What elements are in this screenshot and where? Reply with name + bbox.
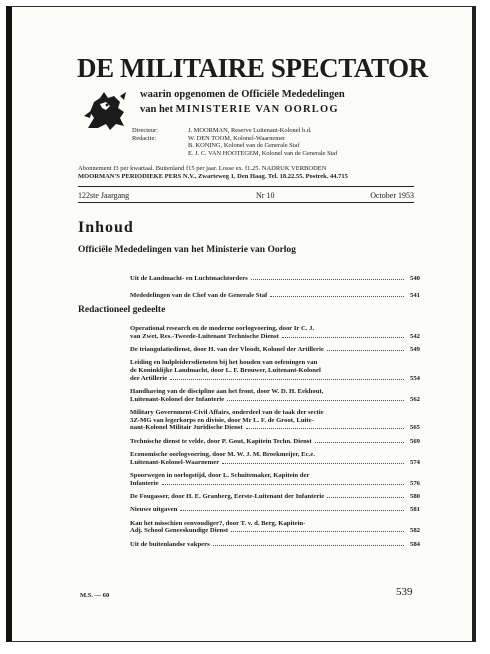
contents-entry xyxy=(130,346,420,354)
contents-entry xyxy=(130,292,420,300)
entry-last-line xyxy=(130,396,420,404)
contents-entry xyxy=(130,451,420,466)
entry-title-line: Spoorwegen in oorlogstijd, door L. Schuitemaker, Kapitein der xyxy=(130,472,310,479)
subtitle-ministry: MINISTERIE VAN OORLOG xyxy=(175,104,339,115)
leader-dots xyxy=(180,510,404,511)
entry-title-line: Luitenant-Kolonel-Waarnemer xyxy=(130,458,220,466)
entry-title-line: Uit de buitenlandse vakpers xyxy=(130,540,210,548)
leader-dots xyxy=(170,379,404,380)
contents-entry xyxy=(130,275,420,283)
leader-dots xyxy=(162,484,404,485)
staff-name: J. MOORMAN, Reserve Luitenant-Kolonel b.d. xyxy=(188,127,312,134)
footer-page-number: 539 xyxy=(396,586,413,598)
divider-top xyxy=(78,186,414,187)
issue-date: October 1953 xyxy=(370,191,414,200)
entry-title-line: nant-Kolonel Militair Juridische Dienst xyxy=(130,424,243,432)
masthead-title: DE MILITAIRE SPECTATOR xyxy=(77,53,428,83)
entry-last-line xyxy=(130,527,420,535)
entry-last-line xyxy=(130,375,420,383)
contents-entry xyxy=(130,388,420,403)
contents-entry xyxy=(130,325,420,340)
entry-page-number: 565 xyxy=(409,424,420,432)
entry-title-line: 3Z-MG van legerkorps en divisie, door Mr L. F. de Groot, Luite- xyxy=(130,416,314,424)
entry-page-number: 581 xyxy=(409,506,420,514)
staff-row xyxy=(132,150,337,158)
subtitle-line-2 xyxy=(140,104,339,115)
entry-title-line: de Koninklijke Landmacht, door L. F. Brouwer, Luitenant-Kolonel xyxy=(130,366,321,374)
contents-entry xyxy=(130,359,420,382)
entry-title-line: van Zwet, Res.-Tweede-Luitenant Technische Dienst xyxy=(130,332,279,340)
entry-title-line: Adj. School Geneeskundige Dienst xyxy=(130,527,229,535)
contents-entry xyxy=(130,472,420,487)
entry-last-line xyxy=(130,346,420,354)
entry-page-number: 562 xyxy=(409,395,420,403)
entry-title-line: Military Government-Civil Affairs, onderdeel van de taak der sectie xyxy=(130,409,324,416)
entry-last-line xyxy=(130,541,420,549)
entry-title-line: Operational research en de moderne oorlogvoering, door Ir C. J. xyxy=(130,325,315,332)
entry-page-number: 554 xyxy=(409,374,420,382)
staff-name: W. DEN TOOM, Kolonel-Waarnemer xyxy=(188,134,286,142)
entry-page-number: 541 xyxy=(409,292,420,299)
contents-section-title: Redactioneel gedeelte xyxy=(78,305,166,315)
entry-last-line xyxy=(130,424,420,432)
lion-crest-icon xyxy=(80,88,130,134)
entry-page-number: 574 xyxy=(409,458,420,466)
staff-role: Directeur: xyxy=(132,127,158,134)
leader-dots xyxy=(315,442,404,443)
subscription-line: Abonnement f3 per kwartaal. Buitenland f15 per jaar. Losse ex. f1.25. NADRUK VERBODEN xyxy=(78,165,327,172)
entry-last-line xyxy=(130,480,420,488)
entry-last-line xyxy=(130,506,420,514)
leader-dots xyxy=(246,428,404,429)
contents-entry xyxy=(130,493,420,501)
staff-role xyxy=(132,150,188,158)
entry-title-line: Mededelingen van de Chef van de Generale Staf xyxy=(130,292,268,299)
entry-last-line xyxy=(130,438,420,446)
staff-role xyxy=(132,142,188,150)
entry-page-number: 580 xyxy=(409,493,420,500)
entry-title-line: Luitenant-Kolonel der Infanterie xyxy=(130,395,225,403)
entry-title-line: Technische dienst te velde, door P. Gout, Kapitein Techn. Dienst xyxy=(130,437,312,445)
contents-entry xyxy=(130,520,420,535)
staff-row xyxy=(132,135,337,143)
entry-title-line: Leiding en hulpleidersdiensten bij het houden van oefeningen van xyxy=(130,359,318,367)
staff-row xyxy=(132,127,337,135)
contents-entry xyxy=(130,506,420,514)
leader-dots xyxy=(270,296,404,297)
staff-row xyxy=(132,142,337,150)
entry-title-line: De Fougasser, door H. E. Granberg, Eerste-Luitenant der Infanterie xyxy=(130,493,325,500)
contents-section-title: Officiële Mededelingen van het Ministerie van Oorlog xyxy=(78,245,296,255)
entry-title-line: Uit de Landmacht- en Luchtmachtorders xyxy=(130,275,248,282)
entry-title-line: Nieuwe uitgaven xyxy=(130,506,178,514)
entry-last-line xyxy=(130,459,420,467)
contents-entry xyxy=(130,541,420,549)
subscription-info xyxy=(78,165,348,180)
contents-heading: Inhoud xyxy=(78,219,134,236)
entry-title-line: De triangulatiedienst, door H. van der Vloodt, Kolonel der Artillerie xyxy=(130,346,324,353)
contents-entry xyxy=(130,409,420,432)
staff-name: B. KONING, Kolonel van de Generale Staf xyxy=(188,142,300,150)
subtitle-prefix: van het xyxy=(140,104,173,115)
leader-dots xyxy=(227,400,404,401)
entry-page-number: 569 xyxy=(409,437,420,445)
staff-name: E. J. C. VAN HOOTEGEM, Kolonel van de Generale Staf xyxy=(188,149,338,157)
entry-page-number: 542 xyxy=(409,332,420,340)
contents-entry xyxy=(130,438,420,446)
entry-page-number: 584 xyxy=(409,540,420,548)
subtitle-line-1: waarin opgenomen de Officiële Mededelingen xyxy=(140,89,345,100)
divider-bottom xyxy=(78,202,414,203)
entry-last-line xyxy=(130,292,420,300)
leader-dots xyxy=(222,463,404,464)
entry-title-line: Infanterie xyxy=(130,479,159,487)
entry-title-line: Kan het misschien eenvoudiger?, door T. v. d. Berg, Kapitein- xyxy=(130,519,306,527)
entry-last-line xyxy=(130,493,420,501)
entry-page-number: 576 xyxy=(409,479,420,487)
entry-title-line: Economische oorlogvoering, door M. W. J. M. Broekmeijer, Ec.e. xyxy=(130,451,315,458)
leader-dots xyxy=(213,545,404,546)
entry-title-line: der Artillerie xyxy=(130,374,168,382)
entry-last-line xyxy=(130,333,420,341)
issue-volume: 122ste Jaargang xyxy=(78,191,130,200)
editorial-staff xyxy=(132,127,337,157)
entry-title-line: Handhaving van de discipline aan het front, door W. D. H. Eekhout, xyxy=(130,388,324,395)
footer-code: M.S. — 60 xyxy=(80,592,110,599)
entry-page-number: 582 xyxy=(409,527,420,535)
issue-number: Nr 10 xyxy=(256,191,275,200)
leader-dots xyxy=(251,279,404,280)
entry-page-number: 549 xyxy=(409,346,420,353)
entry-last-line xyxy=(130,275,420,283)
leader-dots xyxy=(282,337,404,338)
staff-role: Redactie: xyxy=(132,134,157,142)
leader-dots xyxy=(327,497,404,498)
publisher-line: MOORMAN'S PERIODIEKE PERS N.V., Zwarteweg 1, Den Haag. Tel. 18.22.55. Postrek. 44.715 xyxy=(78,172,348,180)
entry-page-number: 540 xyxy=(409,275,420,282)
leader-dots xyxy=(231,531,404,532)
leader-dots xyxy=(327,350,404,351)
